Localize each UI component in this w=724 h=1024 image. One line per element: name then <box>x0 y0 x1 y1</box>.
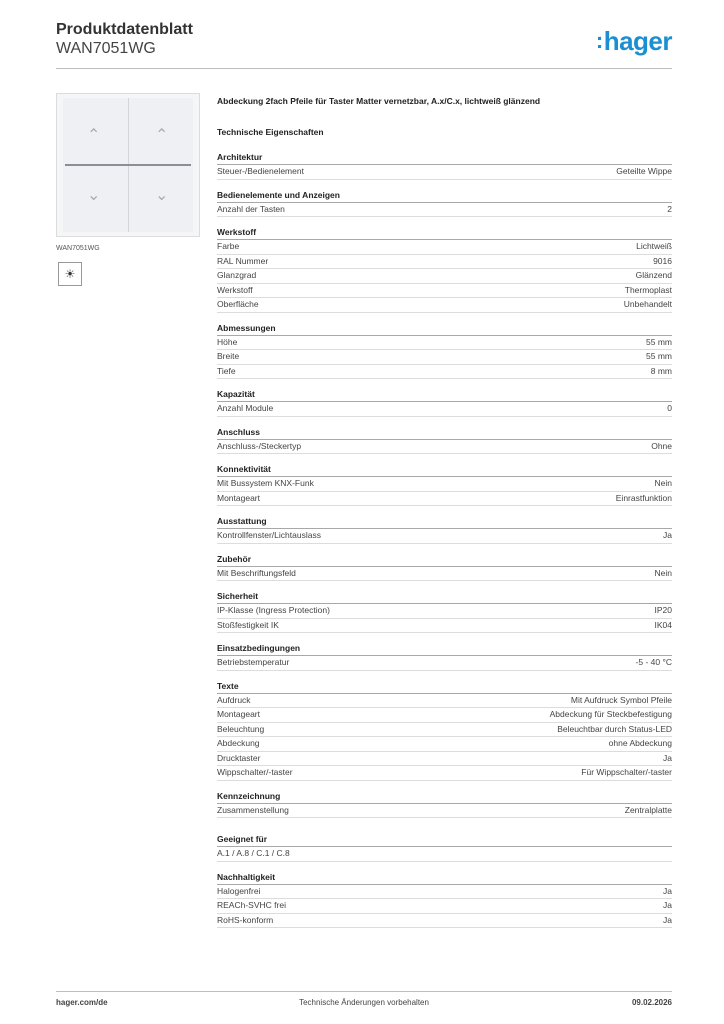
spec-section <box>217 834 672 862</box>
spec-label: Abdeckung <box>217 738 260 748</box>
spec-section <box>217 643 672 671</box>
header-divider <box>56 68 672 69</box>
spec-label: Mit Beschriftungsfeld <box>217 567 296 578</box>
section-title: Texte <box>217 681 672 694</box>
spec-label: Beleuchtung <box>217 723 265 734</box>
spec-section <box>217 591 672 633</box>
spec-row <box>217 804 672 819</box>
spec-value: 8 mm <box>650 365 672 376</box>
spec-row <box>217 694 672 709</box>
page-footer <box>56 998 672 1010</box>
spec-row <box>217 165 672 180</box>
spec-sections <box>217 152 672 928</box>
product-image <box>56 93 200 237</box>
spec-value: Beleuchtbar durch Status-LED <box>557 723 672 734</box>
spec-row <box>217 752 672 767</box>
spec-value: Abdeckung für Steckbefestigung <box>549 709 672 719</box>
spec-value: 2 <box>667 203 672 214</box>
spec-row <box>217 203 672 218</box>
spec-label: REACh-SVHC frei <box>217 900 286 910</box>
spec-value: Für Wippschalter/-taster <box>581 767 672 777</box>
spec-label: Montageart <box>217 709 260 719</box>
spec-value: 9016 <box>653 255 672 266</box>
spec-value: Ohne <box>651 440 672 451</box>
footer-divider <box>56 991 672 992</box>
spec-label: Werkstoff <box>217 284 253 295</box>
spec-row <box>217 255 672 270</box>
product-code: WAN7051WG <box>56 40 156 57</box>
spec-row <box>217 269 672 284</box>
spec-row <box>217 885 672 900</box>
spec-value: Unbehandelt <box>623 299 672 309</box>
spec-value: Einrastfunktion <box>615 492 672 503</box>
spec-value: 55 mm <box>646 351 672 361</box>
spec-section <box>217 516 672 544</box>
section-title: Anschluss <box>217 427 672 440</box>
spec-value: -5 - 40 °C <box>635 657 672 667</box>
spec-row <box>217 350 672 365</box>
spec-row <box>217 240 672 255</box>
spec-label: RoHS-konform <box>217 914 274 925</box>
spec-label: Anzahl der Tasten <box>217 203 285 214</box>
spec-row <box>217 440 672 455</box>
spec-value: IK04 <box>654 619 672 630</box>
spec-label: RAL Nummer <box>217 255 269 266</box>
spec-row <box>217 604 672 619</box>
spec-label: Tiefe <box>217 365 236 376</box>
spec-row <box>217 477 672 492</box>
spec-label: Anzahl Module <box>217 403 274 413</box>
spec-label: IP-Klasse (Ingress Protection) <box>217 605 330 615</box>
spec-value: Nein <box>654 478 672 488</box>
spec-label: Farbe <box>217 241 240 251</box>
spec-value: Thermoplast <box>624 284 672 295</box>
technical-properties-heading: Technische Eigenschaften <box>217 127 324 137</box>
arrow-up-icon: ⌃ <box>155 127 169 144</box>
section-title: Konnektivität <box>217 464 672 477</box>
spec-value: Ja <box>663 914 672 925</box>
spec-row <box>217 766 672 781</box>
spec-row <box>217 723 672 738</box>
spec-section <box>217 554 672 582</box>
spec-label: Betriebstemperatur <box>217 657 290 667</box>
spec-label: Anschluss-/Steckertyp <box>217 440 302 451</box>
spec-section <box>217 152 672 180</box>
spec-value: 0 <box>667 403 672 413</box>
section-title: Ausstattung <box>217 516 672 529</box>
hager-logo: :hager <box>595 26 672 56</box>
spec-section <box>217 681 672 781</box>
spec-label: Drucktaster <box>217 752 261 763</box>
spec-label: Zusammenstellung <box>217 804 289 815</box>
spec-value: ohne Abdeckung <box>608 738 672 748</box>
spec-value: Zentralplatte <box>624 804 672 815</box>
specification-column <box>217 96 672 938</box>
section-title: Bedienelemente und Anzeigen <box>217 190 672 203</box>
spec-value: IP20 <box>654 605 672 615</box>
arrow-down-icon: ⌄ <box>87 187 101 204</box>
footer-date: 09.02.2026 <box>631 998 672 1007</box>
page-header <box>56 20 672 68</box>
spec-label: Breite <box>217 351 240 361</box>
section-title: Abmessungen <box>217 323 672 336</box>
spec-value: Ja <box>663 900 672 910</box>
spec-section <box>217 464 672 506</box>
spec-section <box>217 323 672 380</box>
spec-row <box>217 567 672 582</box>
section-title: Kennzeichnung <box>217 791 672 804</box>
spec-row <box>217 708 672 723</box>
spec-row <box>217 284 672 299</box>
footer-website[interactable]: hager.com/de <box>56 998 108 1007</box>
spec-value: Glänzend <box>635 270 672 280</box>
arrow-up-icon: ⌃ <box>87 127 101 144</box>
spec-section <box>217 427 672 455</box>
document-title: Produktdatenblatt <box>56 21 193 38</box>
section-title: Kapazität <box>217 389 672 402</box>
spec-label: Aufdruck <box>217 694 251 705</box>
spec-row <box>217 336 672 351</box>
section-title: Zubehör <box>217 554 672 567</box>
footer-note: Technische Änderungen vorbehalten <box>299 998 429 1007</box>
spec-row <box>217 365 672 380</box>
spec-label: Stoßfestigkeit IK <box>217 619 279 630</box>
arrow-down-icon: ⌄ <box>155 187 169 204</box>
section-title: Architektur <box>217 152 672 165</box>
section-title: Nachhaltigkeit <box>217 872 672 885</box>
spec-row <box>217 492 672 507</box>
spec-value: Ja <box>663 885 672 896</box>
spec-row <box>217 847 672 862</box>
spec-section <box>217 227 672 313</box>
spec-row <box>217 737 672 752</box>
spec-row <box>217 914 672 929</box>
spec-label: Halogenfrei <box>217 885 261 896</box>
spec-value: Geteilte Wippe <box>616 166 672 176</box>
spec-section <box>217 791 672 819</box>
spec-value: Mit Aufdruck Symbol Pfeile <box>570 694 672 705</box>
section-title: Sicherheit <box>217 591 672 604</box>
spec-label: Oberfläche <box>217 299 259 309</box>
spec-value: 55 mm <box>646 336 672 347</box>
spec-row <box>217 899 672 914</box>
spec-value: Nein <box>654 567 672 578</box>
section-title: Geeignet für <box>217 834 672 847</box>
spec-label: Montageart <box>217 492 260 503</box>
spec-row <box>217 402 672 417</box>
spec-row <box>217 529 672 544</box>
spec-value: Ja <box>663 530 672 540</box>
spec-section <box>217 872 672 929</box>
spec-value: Lichtweiß <box>636 241 672 251</box>
spec-label: Höhe <box>217 336 238 347</box>
image-caption: WAN7051WG <box>56 245 100 252</box>
spec-row <box>217 619 672 634</box>
spec-value: Ja <box>663 752 672 763</box>
spec-label: Mit Bussystem KNX-Funk <box>217 478 314 488</box>
spec-label: A.1 / A.8 / C.1 / C.8 <box>217 848 290 858</box>
spec-section <box>217 190 672 218</box>
spec-section <box>217 389 672 417</box>
spec-row <box>217 656 672 671</box>
spec-label: Steuer-/Bedienelement <box>217 166 304 176</box>
section-title: Einsatzbedingungen <box>217 643 672 656</box>
spec-label: Wippschalter/-taster <box>217 767 293 777</box>
product-description: Abdeckung 2fach Pfeile für Taster Matter vernetzbar, A.x/C.x, lichtweiß glänzend <box>217 96 541 106</box>
spec-row <box>217 298 672 313</box>
section-title: Werkstoff <box>217 227 672 240</box>
lamp-sun-icon: ☀ <box>58 262 82 286</box>
product-image-column <box>56 93 202 286</box>
spec-label: Kontrollfenster/Lichtauslass <box>217 530 321 540</box>
spec-label: Glanzgrad <box>217 270 257 280</box>
